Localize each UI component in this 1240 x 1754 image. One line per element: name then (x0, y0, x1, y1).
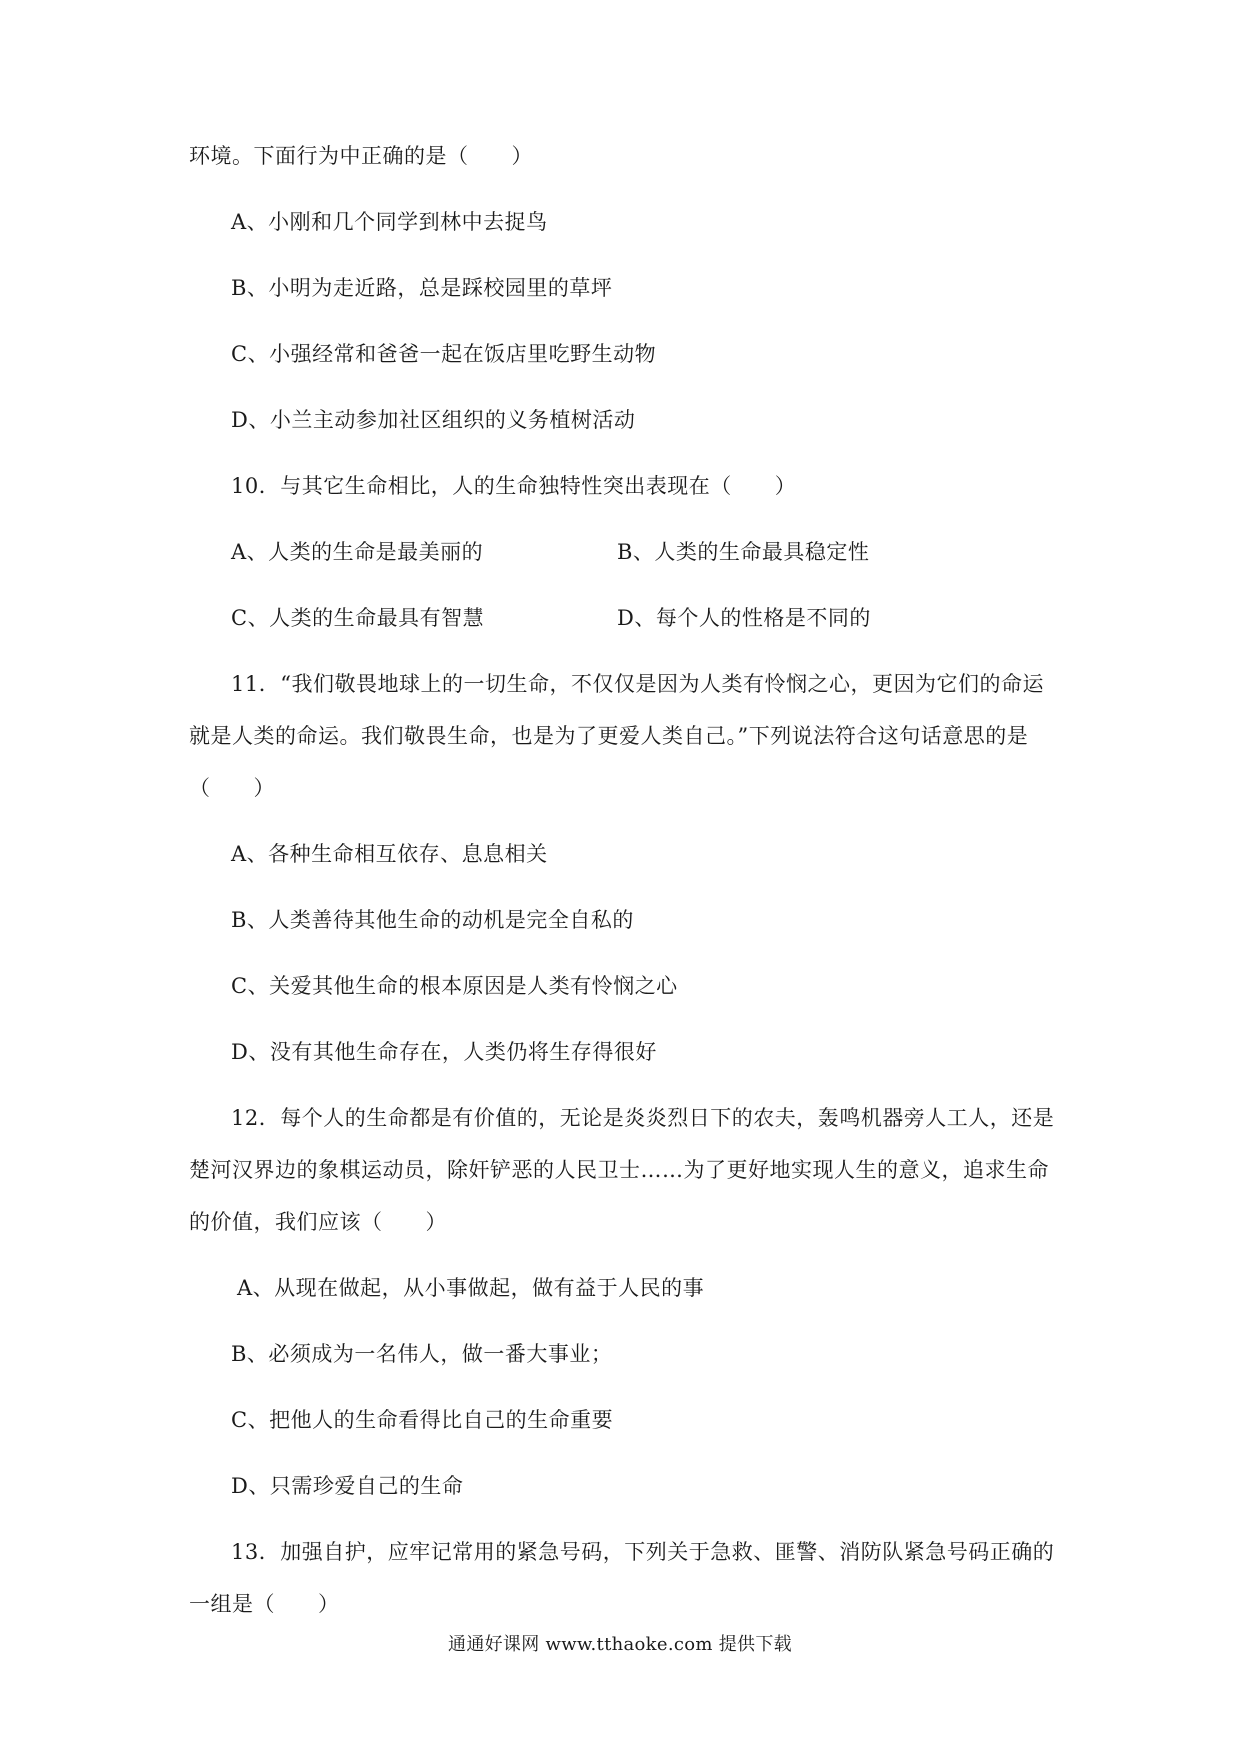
q12-stem-line-1: 12．每个人的生命都是有价值的，无论是炎炎烈日下的农夫，轰鸣机器旁人工人，还是 (231, 1106, 1055, 1130)
q10-stem: 10．与其它生命相比，人的生命独特性突出表现在（ ） (231, 474, 797, 498)
q11-option-b: B、人类善待其他生命的动机是完全自私的 (231, 908, 634, 932)
q11-option-a: A、各种生命相互依存、息息相关 (231, 842, 548, 866)
q12-stem-line-3: 的价值，我们应该（ ） (189, 1210, 447, 1234)
q10-option-b: B、人类的生命最具稳定性 (617, 540, 870, 564)
q12-stem-line-2: 楚河汉界边的象棋运动员，除奸铲恶的人民卫士……为了更好地实现人生的意义，追求生命 (189, 1158, 1049, 1182)
q9-option-a: A、小刚和几个同学到林中去捉鸟 (231, 210, 548, 234)
q9-option-d: D、小兰主动参加社区组织的义务植树活动 (231, 408, 636, 432)
q10-option-a: A、人类的生命是最美丽的 (231, 540, 484, 564)
q11-option-c: C、关爱其他生命的根本原因是人类有怜悯之心 (231, 974, 678, 998)
q9-option-b: B、小明为走近路，总是踩校园里的草坪 (231, 276, 613, 300)
q12-option-d: D、只需珍爱自己的生命 (231, 1474, 464, 1498)
q10-option-d: D、每个人的性格是不同的 (617, 606, 871, 630)
q12-option-b: B、必须成为一名伟人，做一番大事业； (231, 1342, 613, 1366)
q12-option-c: C、把他人的生命看得比自己的生命重要 (231, 1408, 614, 1432)
q12-option-a: A、从现在做起，从小事做起，做有益于人民的事 (237, 1276, 705, 1300)
q13-stem-line-2: 一组是（ ） (189, 1592, 340, 1616)
q9-stem-tail: 环境。下面行为中正确的是（ ） (189, 144, 533, 168)
q9-option-c: C、小强经常和爸爸一起在饭店里吃野生动物 (231, 342, 657, 366)
q11-stem-line-3: （ ） (189, 776, 275, 800)
q11-option-d: D、没有其他生命存在，人类仍将生存得很好 (231, 1040, 657, 1064)
q11-stem-line-2: 就是人类的命运。我们敬畏生命，也是为了更爱人类自己。”下列说法符合这句话意思的是 (189, 724, 1029, 748)
q13-stem-line-1: 13．加强自护，应牢记常用的紧急号码，下列关于急救、匪警、消防队紧急号码正确的 (231, 1540, 1055, 1564)
q11-stem-line-1: 11．“我们敬畏地球上的一切生命，不仅仅是因为人类有怜悯之心，更因为它们的命运 (231, 672, 1044, 696)
q10-option-c: C、人类的生命最具有智慧 (231, 606, 485, 630)
page-footer: 通通好课网 www.tthaoke.com 提供下载 (448, 1634, 792, 1655)
